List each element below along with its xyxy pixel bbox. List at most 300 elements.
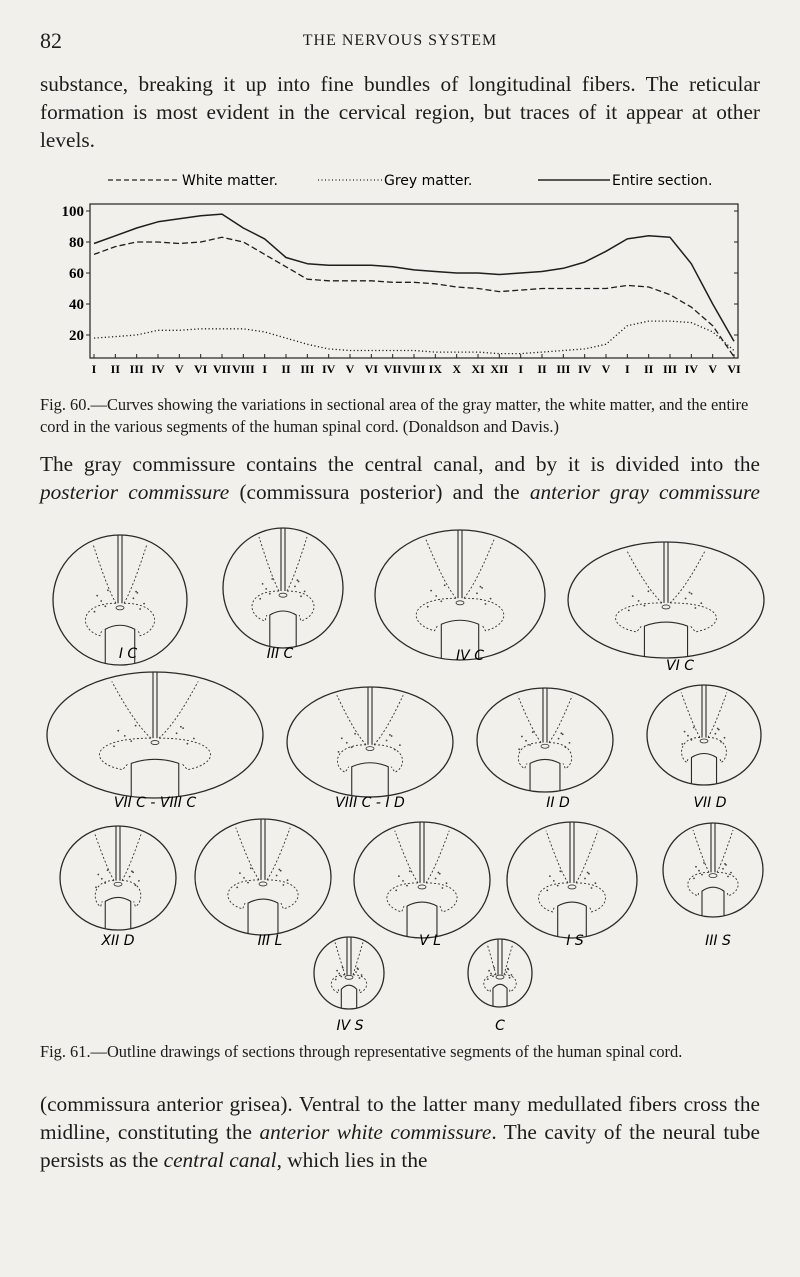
fig61-drawings — [0, 510, 800, 1040]
x-tick-label: V — [708, 362, 718, 376]
stipple-dot — [521, 736, 523, 738]
stipple-dot — [354, 733, 356, 735]
gray-commissure-line-2 — [40, 478, 760, 506]
x-tick-label: XI — [471, 362, 485, 376]
stipple-dot — [104, 605, 106, 607]
stipple-dot — [724, 863, 726, 865]
stipple-dot — [509, 977, 511, 979]
legend-white-matter: White matter. — [182, 173, 278, 189]
stipple-dot — [342, 967, 344, 969]
section-label: VII C - VIII C — [113, 795, 197, 811]
stipple-dot — [135, 884, 137, 886]
stipple-dot — [278, 869, 280, 871]
central-canal — [418, 885, 426, 889]
stipple-dot — [558, 738, 560, 740]
stipple-dot — [338, 973, 340, 975]
x-tick-label: XII — [490, 362, 509, 376]
cord-section — [647, 685, 761, 811]
stipple-dot — [644, 605, 646, 607]
stipple-dot — [294, 586, 296, 588]
section-label: I S — [566, 933, 584, 949]
stipple-dot — [129, 876, 131, 878]
section-label: II D — [546, 795, 570, 811]
stipple-dot — [143, 603, 145, 605]
anterior-fissure — [493, 984, 507, 1006]
x-tick-label: II — [110, 362, 121, 376]
section-outline — [314, 937, 384, 1009]
cord-section — [223, 528, 343, 662]
stipple-dot — [691, 739, 693, 741]
series-line-dotted — [94, 321, 734, 354]
section-label: III L — [257, 933, 283, 949]
stipple-dot — [336, 970, 338, 972]
stipple-dot — [525, 740, 527, 742]
stipple-dot — [492, 975, 494, 977]
gray-matter-right — [504, 944, 516, 992]
stipple-dot — [703, 862, 705, 864]
stipple-dot — [101, 878, 103, 880]
p3-text-a: (commissura anterior grisea). Ventral to the latter many medullated fibers cross the midline, constituting the — [40, 1092, 760, 1144]
fig60-caption: Fig. 60.—Curves showing the variations in sectional area of the gray matter, the white matter, and the entire cord in the various segments of the human spinal cord. (Donaldson and Davis.) — [40, 395, 749, 436]
gray-matter-right — [353, 942, 367, 992]
stipple-dot — [389, 734, 391, 736]
cord-section — [375, 530, 545, 664]
stipple-dot — [391, 735, 393, 737]
gray-matter-left — [518, 696, 541, 769]
stipple-dot — [269, 593, 271, 595]
stipple-dot — [724, 737, 726, 739]
gray-matter-left — [616, 551, 662, 632]
stipple-dot — [720, 741, 722, 743]
plot-frame — [90, 204, 738, 358]
anterior-fissure — [341, 985, 356, 1008]
stipple-dot — [532, 731, 534, 733]
gray-commissure-line-1: The gray commissure contains the central canal, and by it is divided into the — [40, 452, 760, 476]
stipple-dot — [409, 870, 411, 872]
stipple-dot — [399, 744, 401, 746]
x-tick-label: VII — [212, 362, 232, 376]
stipple-dot — [442, 887, 444, 889]
x-tick-label: II — [281, 362, 291, 376]
gray-matter-left — [228, 828, 259, 909]
gray-matter-right — [708, 693, 727, 763]
term-anterior-white-commissure: anterior white commissure — [259, 1120, 492, 1144]
stipple-dot — [340, 976, 342, 978]
gray-matter-left — [337, 695, 366, 772]
stipple-dot — [693, 878, 695, 880]
stipple-dot — [304, 591, 306, 593]
y-tick-label: 20 — [69, 328, 84, 344]
stipple-dot — [96, 595, 98, 597]
stipple-dot — [297, 579, 299, 581]
stipple-dot — [357, 967, 359, 969]
stipple-dot — [446, 882, 448, 884]
paragraph-reticular-formation: substance, breaking it up into fine bundles of longitudinal fibers. The reticular formation is most evident in the cervical region, but traces of it appear at other levels. — [40, 72, 760, 152]
stipple-dot — [476, 592, 478, 594]
section-outline — [354, 822, 490, 938]
x-tick-label: IV — [577, 362, 592, 376]
stipple-dot — [638, 600, 640, 602]
x-tick-label: IV — [321, 362, 336, 376]
section-label: I C — [118, 646, 138, 662]
gray-matter-right — [287, 537, 314, 621]
x-axis — [92, 354, 741, 376]
stipple-dot — [187, 743, 189, 745]
stipple-dot — [684, 731, 686, 733]
section-label: V L — [419, 933, 441, 949]
gray-matter-left — [85, 545, 116, 636]
x-tick-label: III — [662, 362, 678, 376]
stipple-dot — [444, 584, 446, 586]
stipple-dot — [549, 875, 551, 877]
stipple-dot — [113, 745, 115, 747]
stipple-dot — [687, 735, 689, 737]
stipple-dot — [546, 890, 548, 892]
section-outline — [507, 822, 637, 938]
stipple-dot — [587, 872, 589, 874]
section-outline — [375, 530, 545, 660]
stipple-dot — [722, 868, 724, 870]
stipple-dot — [338, 751, 340, 753]
central-canal — [345, 975, 353, 979]
gray-matter-right — [464, 540, 504, 631]
anterior-fissure — [270, 611, 296, 647]
x-tick-label: VI — [364, 362, 379, 376]
stipple-dot — [182, 727, 184, 729]
stipple-dot — [439, 873, 441, 875]
stipple-dot — [715, 733, 717, 735]
x-tick-label: IX — [428, 362, 443, 376]
section-label: IV C — [456, 648, 484, 664]
section-label: III S — [705, 933, 731, 949]
y-tick-label: 80 — [69, 235, 84, 251]
section-outline — [477, 688, 613, 792]
central-canal — [568, 885, 576, 889]
central-canal — [114, 882, 122, 886]
x-tick-label: VI — [193, 362, 208, 376]
gray-matter-left — [252, 537, 279, 621]
x-tick-label: IV — [151, 362, 165, 376]
cord-section — [507, 822, 637, 949]
central-canal — [151, 741, 159, 745]
stipple-dot — [430, 590, 432, 592]
stipple-dot — [559, 870, 561, 872]
cord-section — [568, 542, 764, 674]
central-canal — [700, 739, 708, 743]
central-canal — [456, 601, 464, 605]
stipple-dot — [560, 732, 562, 734]
stipple-dot — [300, 595, 302, 597]
stipple-dot — [247, 882, 249, 884]
cord-section — [314, 937, 384, 1034]
fig60-chart — [0, 160, 800, 390]
stipple-dot — [135, 725, 137, 727]
p3-text-b: . The cavity of the neural tube persists as the — [40, 1120, 760, 1172]
section-label: IV S — [336, 1018, 364, 1034]
central-canal — [279, 593, 287, 597]
cord-section — [47, 672, 263, 811]
stipple-dot — [628, 610, 630, 612]
term-anterior-gray-commissure: anterior gray commissure — [529, 480, 761, 504]
stipple-dot — [435, 595, 437, 597]
stipple-dot — [176, 732, 178, 734]
term-posterior-commissure: posterior commissure — [40, 480, 230, 504]
stipple-dot — [691, 593, 693, 595]
x-tick-label: I — [91, 362, 97, 376]
x-tick-label: VIII — [402, 362, 426, 376]
cord-section — [477, 688, 613, 811]
stipple-dot — [287, 879, 289, 881]
stipple-dot — [487, 978, 489, 980]
section-outline — [287, 687, 453, 797]
stipple-dot — [193, 738, 195, 740]
gray-matter-right — [717, 830, 738, 896]
stipple-dot — [695, 607, 697, 609]
stipple-dot — [386, 740, 388, 742]
x-tick-label: IV — [684, 362, 699, 376]
x-tick-label: I — [624, 362, 630, 376]
x-tick-label: X — [452, 362, 462, 376]
anterior-fissure — [248, 899, 278, 934]
stipple-dot — [700, 602, 702, 604]
stipple-dot — [481, 587, 483, 589]
stipple-dot — [107, 589, 109, 591]
x-tick-label: III — [556, 362, 571, 376]
legend-entire-section: Entire section. — [612, 173, 713, 189]
stipple-dot — [94, 611, 96, 613]
section-outline — [195, 819, 331, 935]
stipple-dot — [138, 880, 140, 882]
stipple-dot — [265, 588, 267, 590]
section-label: VI C — [666, 658, 694, 674]
p3-text-c: , which lies in the — [276, 1148, 428, 1172]
x-tick-label: II — [537, 362, 547, 376]
anterior-fissure — [105, 897, 131, 929]
series-line-dashed — [94, 237, 734, 356]
gray-matter-right — [426, 831, 457, 912]
stipple-dot — [485, 603, 487, 605]
gray-matter-left — [95, 834, 114, 907]
stipple-dot — [717, 728, 719, 730]
section-outline — [647, 685, 761, 785]
section-outline — [47, 672, 263, 798]
stipple-dot — [361, 974, 363, 976]
section-outline — [568, 542, 764, 658]
stipple-dot — [259, 598, 261, 600]
stipple-dot — [394, 749, 396, 751]
anterior-fissure — [644, 622, 687, 657]
stipple-dot — [280, 870, 282, 872]
stipple-dot — [137, 592, 139, 594]
stipple-dot — [346, 742, 348, 744]
stipple-dot — [107, 869, 109, 871]
x-tick-label: V — [601, 362, 611, 376]
stipple-dot — [130, 740, 132, 742]
gray-matter-right — [267, 828, 298, 909]
stipple-dot — [435, 878, 437, 880]
running-title: THE NERVOUS SYSTEM — [302, 32, 498, 49]
anterior-fissure — [691, 754, 716, 785]
section-label: VII D — [693, 795, 727, 811]
stipple-dot — [239, 872, 241, 874]
chart-legend — [108, 173, 712, 189]
stipple-dot — [648, 590, 650, 592]
stipple-dot — [359, 977, 361, 979]
paragraph-gray-commissure — [40, 450, 760, 506]
stipple-dot — [395, 890, 397, 892]
stipple-dot — [595, 882, 597, 884]
gray-matter-right — [374, 695, 403, 772]
x-tick-label: II — [643, 362, 654, 376]
central-canal — [541, 744, 549, 748]
stipple-dot — [506, 971, 508, 973]
stipple-dot — [490, 598, 492, 600]
stipple-dot — [695, 866, 697, 868]
stipple-dot — [553, 880, 555, 882]
anterior-fissure — [131, 759, 179, 796]
stipple-dot — [139, 608, 141, 610]
x-tick-label: III — [300, 362, 315, 376]
anterior-fissure — [558, 902, 587, 937]
cord-section — [287, 687, 453, 811]
x-tick-label: V — [345, 362, 355, 376]
stipple-dot — [133, 597, 135, 599]
stipple-dot — [529, 744, 531, 746]
x-tick-label: V — [174, 362, 184, 376]
cord-section — [60, 826, 176, 949]
stipple-dot — [97, 874, 99, 876]
x-tick-label: VII — [383, 362, 402, 376]
stipple-dot — [236, 887, 238, 889]
stipple-dot — [689, 592, 691, 594]
section-outline — [60, 826, 176, 930]
running-header — [40, 28, 760, 56]
stipple-dot — [262, 583, 264, 585]
x-tick-label: I — [262, 362, 268, 376]
cord-section — [468, 939, 532, 1034]
stipple-dot — [243, 877, 245, 879]
stipple-dot — [518, 748, 520, 750]
gray-matter-right — [549, 696, 572, 769]
stipple-dot — [427, 606, 429, 608]
x-tick-label: III — [129, 362, 144, 376]
central-canal — [662, 605, 670, 609]
gray-commissure-mid: (commissura posterior) and the — [229, 480, 530, 504]
stipple-dot — [440, 600, 442, 602]
legend-grey-matter: Grey matter. — [384, 173, 473, 189]
y-tick-label: 100 — [61, 204, 84, 220]
stipple-dot — [507, 968, 509, 970]
stipple-dot — [591, 887, 593, 889]
stipple-dot — [398, 875, 400, 877]
stipple-dot — [180, 726, 182, 728]
gray-matter-left — [688, 830, 709, 896]
stipple-dot — [632, 595, 634, 597]
central-canal — [496, 975, 504, 979]
stipple-dot — [135, 591, 137, 593]
section-outline — [468, 939, 532, 1007]
gray-matter-right — [670, 551, 716, 632]
stipple-dot — [341, 737, 343, 739]
stipple-dot — [100, 600, 102, 602]
stipple-dot — [693, 727, 695, 729]
stipple-dot — [271, 578, 273, 580]
section-label: III C — [266, 646, 294, 662]
gray-matter-left — [538, 831, 568, 912]
section-outline — [663, 823, 763, 917]
stipple-dot — [250, 867, 252, 869]
cord-section — [53, 535, 187, 665]
section-label: C — [495, 1018, 505, 1034]
section-label: VIII C - I D — [335, 795, 405, 811]
series-line-solid — [94, 214, 734, 341]
stipple-dot — [490, 973, 492, 975]
stipple-dot — [511, 974, 513, 976]
term-central-canal: central canal — [163, 1148, 277, 1172]
paragraph-commissura-anterior — [40, 1090, 760, 1174]
x-tick-label: I — [518, 362, 524, 376]
stipple-dot — [117, 730, 119, 732]
x-tick-label: VIII — [231, 362, 255, 376]
chart-series — [94, 214, 734, 357]
stipple-dot — [488, 970, 490, 972]
stipple-dot — [104, 882, 106, 884]
anterior-fissure — [702, 887, 724, 916]
stipple-dot — [437, 872, 439, 874]
stipple-dot — [95, 886, 97, 888]
gray-matter-left — [99, 681, 151, 769]
stipple-dot — [124, 735, 126, 737]
anterior-fissure — [407, 902, 437, 937]
stipple-dot — [283, 884, 285, 886]
stipple-dot — [685, 598, 687, 600]
x-tick-label: VI — [727, 362, 741, 376]
central-canal — [116, 606, 124, 610]
cord-section — [354, 822, 490, 949]
stipple-dot — [402, 880, 404, 882]
stipple-dot — [480, 586, 482, 588]
stipple-dot — [493, 967, 495, 969]
stipple-dot — [701, 874, 703, 876]
stipple-dot — [557, 885, 559, 887]
cord-section — [195, 819, 331, 949]
stipple-dot — [727, 876, 729, 878]
y-tick-label: 40 — [69, 297, 84, 313]
stipple-dot — [355, 971, 357, 973]
cord-section — [663, 823, 763, 949]
stipple-dot — [698, 870, 700, 872]
central-canal — [366, 747, 374, 751]
gray-matter-left — [387, 831, 418, 912]
y-axis — [62, 204, 739, 344]
central-canal — [709, 874, 717, 878]
stipple-dot — [565, 746, 567, 748]
stipple-dot — [730, 872, 732, 874]
section-outline — [223, 528, 343, 648]
y-tick-label: 60 — [69, 266, 84, 282]
anterior-fissure — [530, 759, 560, 791]
gray-matter-right — [122, 834, 141, 907]
stipple-dot — [351, 746, 353, 748]
section-label: XII D — [101, 933, 135, 949]
stipple-dot — [276, 875, 278, 877]
gray-matter-left — [416, 540, 456, 631]
gray-matter-right — [159, 681, 211, 769]
stipple-dot — [406, 885, 408, 887]
central-canal — [259, 882, 267, 886]
stipple-dot — [569, 742, 571, 744]
fig61-caption: Fig. 61.—Outline drawings of sections through representative segments of the human spinal cord. — [40, 1042, 683, 1061]
